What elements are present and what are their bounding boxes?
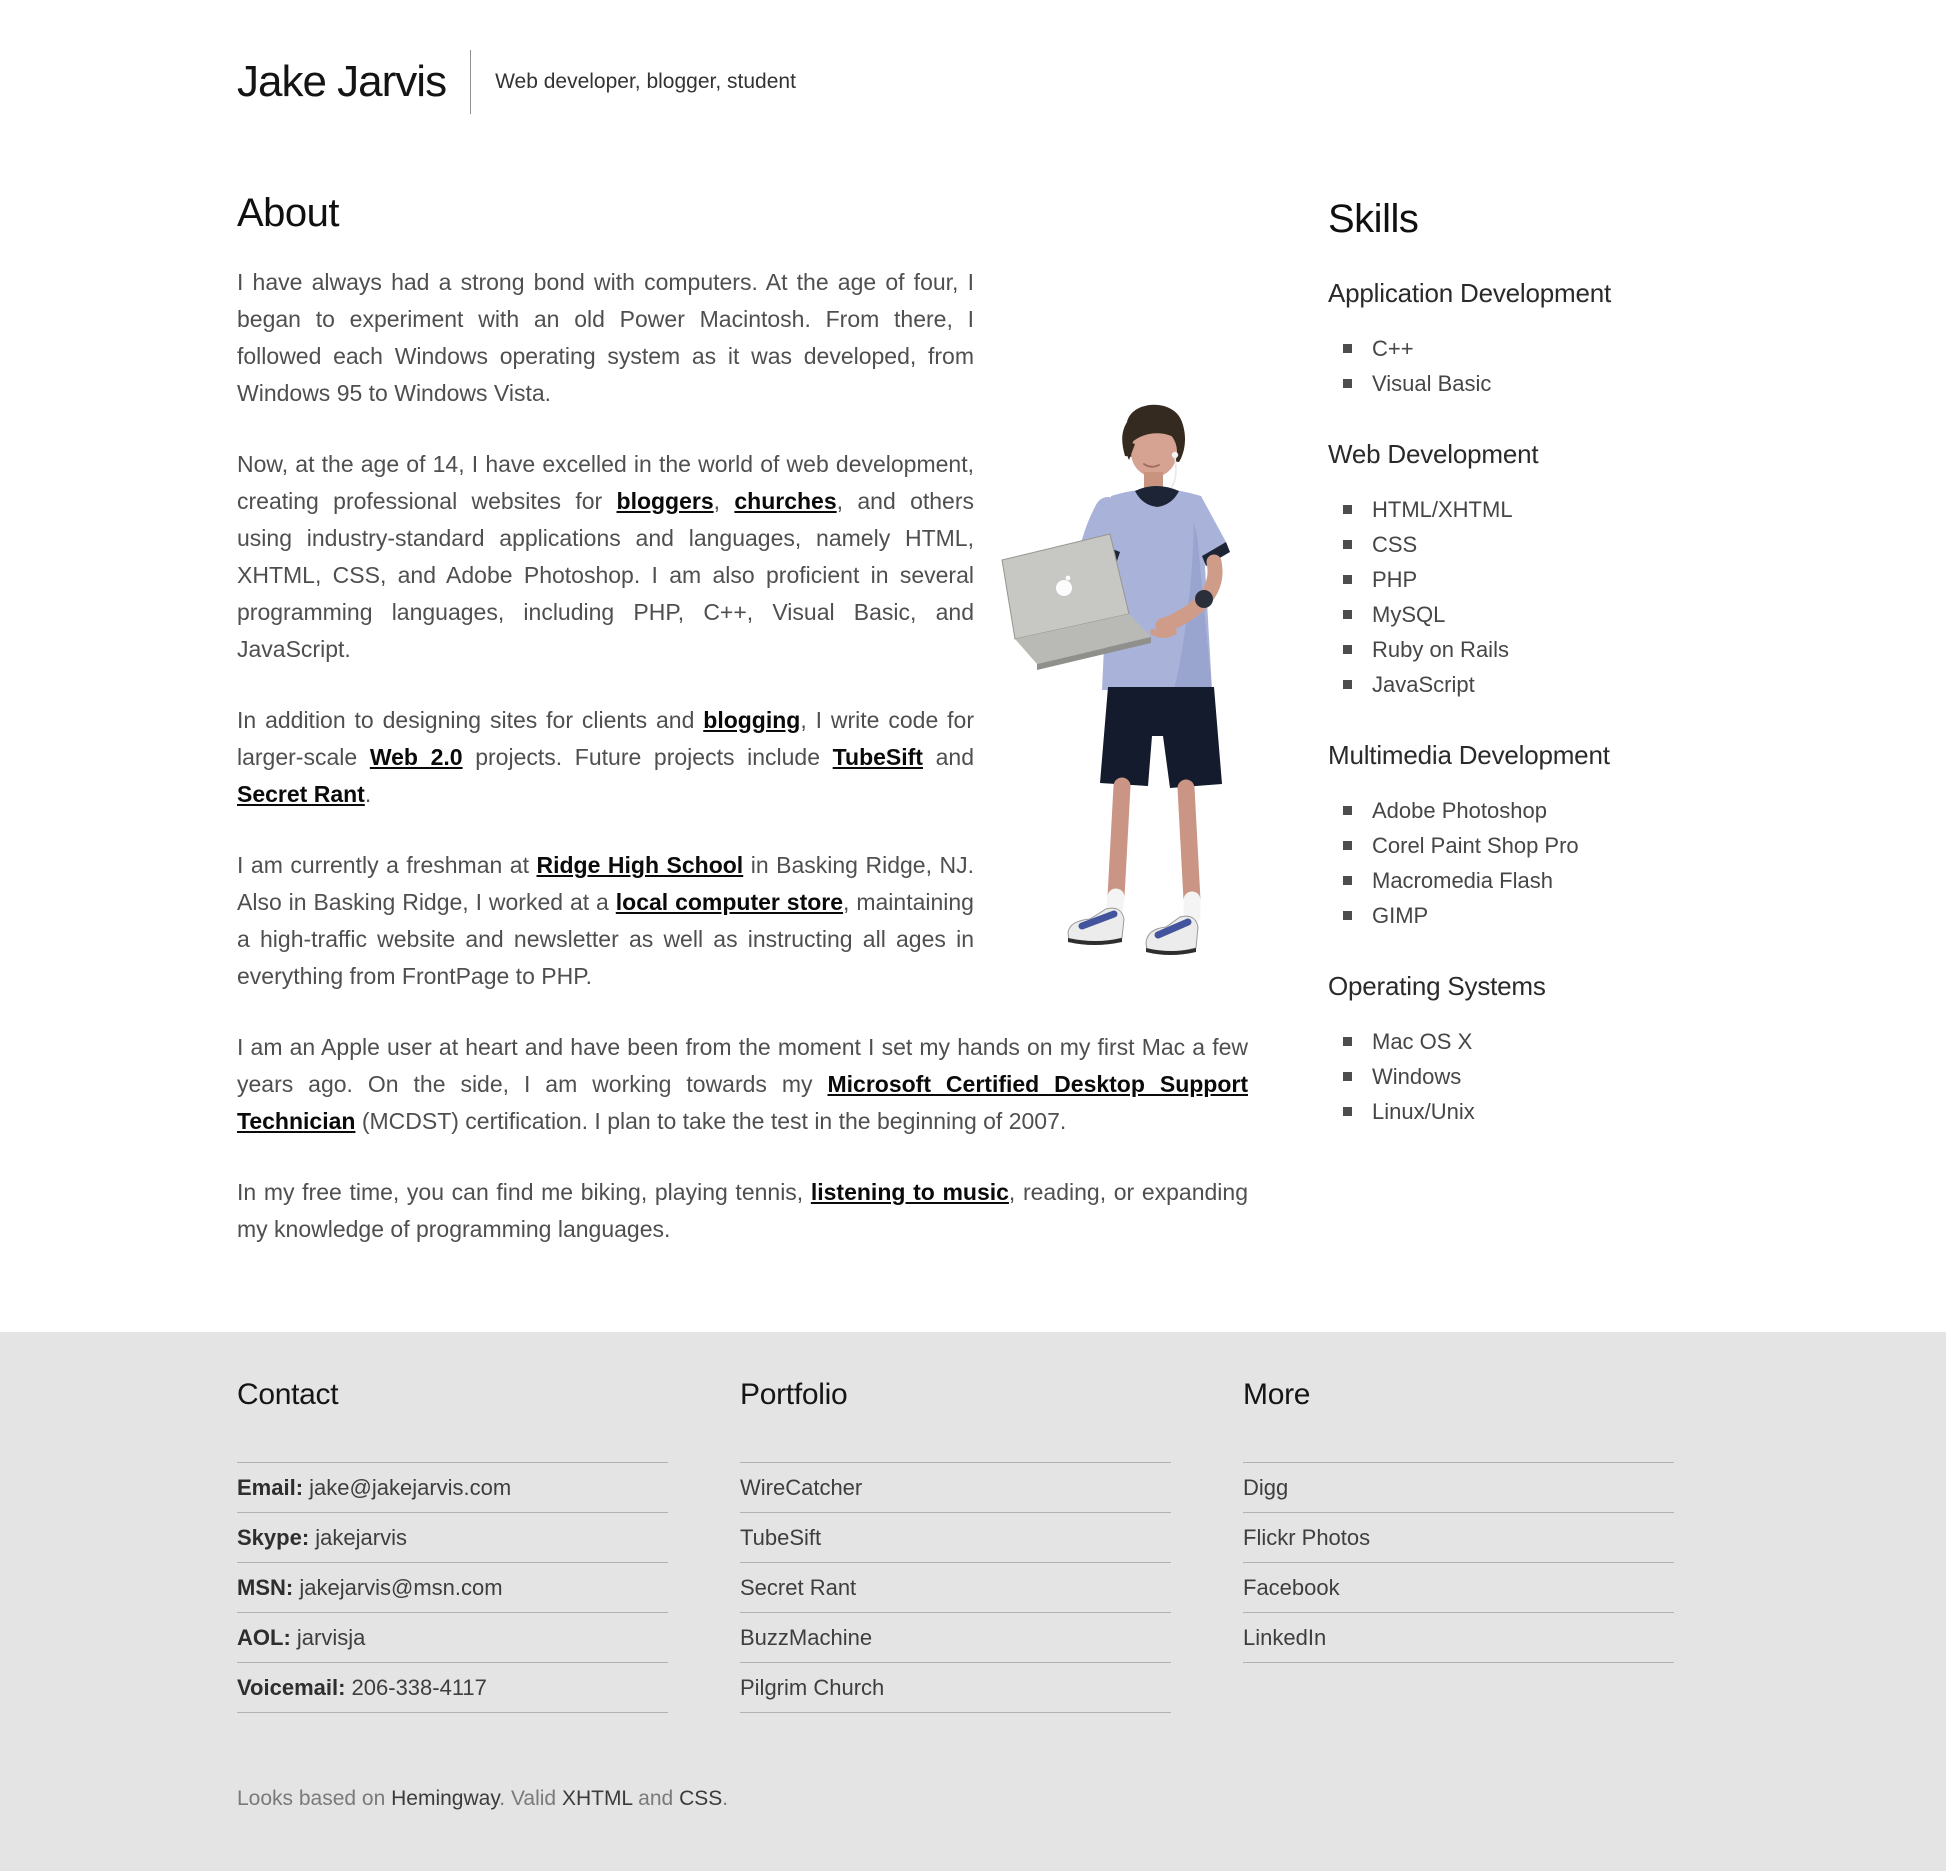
- about-paragraph: I am currently a freshman at Ridge High School in Basking Ridge, NJ. Also in Basking Ridge, I worked at a local computer store, maintaining a high-traffic website and newsletter as well as instructing all ages in everything from FrontPage to PHP.: [237, 852, 974, 989]
- text-link[interactable]: churches: [734, 488, 837, 514]
- header-divider: [470, 50, 471, 114]
- skills-group-heading: Multimedia Development: [1328, 740, 1610, 770]
- footer-link-row: [740, 1462, 1171, 1512]
- about-paragraph: In addition to designing sites for clients and blogging, I write code for larger-scale Web 2.0 projects. Future projects include TubeSift and Secret Rant.: [237, 707, 974, 807]
- footer-credit: Looks based on Hemingway. Valid XHTML and CSS.: [237, 1787, 729, 1810]
- site-title: Jake Jarvis: [237, 56, 447, 106]
- skill-item: Adobe Photoshop: [1328, 793, 1646, 828]
- skill-item: Windows: [1328, 1059, 1646, 1094]
- skill-item: PHP: [1328, 562, 1646, 597]
- skill-item: Macromedia Flash: [1328, 863, 1646, 898]
- skill-item: HTML/XHTML: [1328, 492, 1646, 527]
- text-link[interactable]: listening to music: [810, 1179, 1009, 1205]
- skills-list: [1328, 1024, 1646, 1129]
- footer-link-row: [1243, 1562, 1674, 1612]
- footer-column-portfolio: [740, 1378, 1171, 1713]
- skill-item: MySQL: [1328, 597, 1646, 632]
- site-header: [0, 0, 1946, 114]
- text-link[interactable]: blogging: [703, 707, 801, 733]
- footer-link[interactable]: Secret Rant: [740, 1575, 857, 1600]
- footer-link[interactable]: Facebook: [1243, 1575, 1340, 1600]
- about-paragraph: In my free time, you can find me biking, playing tennis, listening to music, reading, or expanding my knowledge of programming languages.: [237, 1179, 1248, 1242]
- text-link[interactable]: Ridge High School: [536, 852, 744, 878]
- contact-row: MSN: jakejarvis@msn.com: [237, 1562, 668, 1612]
- footer-link[interactable]: Flickr Photos: [1243, 1525, 1371, 1550]
- skills-list: [1328, 331, 1646, 401]
- footer-column-heading: Portfolio: [740, 1378, 848, 1411]
- skill-item: Linux/Unix: [1328, 1094, 1646, 1129]
- skills-list: [1328, 492, 1646, 702]
- skill-item: Mac OS X: [1328, 1024, 1646, 1059]
- main-content: [237, 192, 1946, 1248]
- text-link[interactable]: TubeSift: [832, 744, 923, 770]
- skill-item: Corel Paint Shop Pro: [1328, 828, 1646, 863]
- contact-row: Voicemail: 206-338-4117: [237, 1662, 668, 1713]
- footer-link-row: [740, 1562, 1171, 1612]
- photo-jake-with-laptop: [998, 392, 1248, 957]
- skills-group-heading: Application Development: [1328, 278, 1612, 308]
- footer-columns: [237, 1378, 1674, 1713]
- footer-rows: [740, 1462, 1171, 1713]
- credit-link[interactable]: CSS: [679, 1787, 723, 1810]
- text-link[interactable]: Secret Rant: [237, 781, 365, 807]
- skills-group-heading: Operating Systems: [1328, 971, 1546, 1001]
- contact-label: MSN:: [237, 1575, 294, 1600]
- skills-groups: [1328, 278, 1646, 1129]
- text-link[interactable]: bloggers: [616, 488, 714, 514]
- footer-rows: [1243, 1462, 1674, 1663]
- contact-row: Email: jake@jakejarvis.com: [237, 1462, 668, 1512]
- skills-sidebar: [1328, 192, 1646, 1129]
- footer-link-row: [1243, 1512, 1674, 1562]
- footer-link[interactable]: Pilgrim Church: [740, 1675, 885, 1700]
- footer-column-contact: [237, 1378, 668, 1713]
- footer-column-heading: More: [1243, 1378, 1311, 1411]
- contact-label: AOL:: [237, 1625, 291, 1650]
- page-footer: [0, 1332, 1946, 1871]
- about-paragraph: Now, at the age of 14, I have excelled in the world of web development, creating professional websites for bloggers, churches, and others using industry-standard applications and languages, namely HTML, XHTML, CSS, and Adobe Photoshop. I am also proficient in several programming languages, including PHP, C++, Visual Basic, and JavaScript.: [237, 451, 975, 662]
- footer-link[interactable]: TubeSift: [740, 1525, 822, 1550]
- skill-item: CSS: [1328, 527, 1646, 562]
- footer-rows: [237, 1462, 668, 1713]
- about-paragraph: I have always had a strong bond with computers. At the age of four, I began to experiment with an old Power Macintosh. From there, I followed each Windows operating system as it was developed, from Windows 95 to Windows Vista.: [237, 269, 974, 406]
- footer-link[interactable]: BuzzMachine: [740, 1625, 873, 1650]
- footer-link[interactable]: Digg: [1243, 1475, 1289, 1500]
- footer-link-row: [1243, 1462, 1674, 1512]
- skills-list: [1328, 793, 1646, 933]
- text-link[interactable]: local computer store: [615, 889, 844, 915]
- skill-item: GIMP: [1328, 898, 1646, 933]
- contact-label: Skype:: [237, 1525, 310, 1550]
- skill-item: Visual Basic: [1328, 366, 1646, 401]
- skill-item: Ruby on Rails: [1328, 632, 1646, 667]
- contact-row: Skype: jakejarvis: [237, 1512, 668, 1562]
- site-tagline: Web developer, blogger, student: [495, 70, 796, 93]
- footer-link-row: [1243, 1612, 1674, 1663]
- footer-link-row: [740, 1612, 1171, 1662]
- text-link[interactable]: Microsoft Certified Desktop Support Technician: [237, 1071, 1248, 1134]
- about-paragraph: I am an Apple user at heart and have been from the moment I set my hands on my first Mac a few years ago. On the side, I am working towards my Microsoft Certified Desktop Support Technician (MCDST) certification. I plan to take the test in the beginning of 2007.: [237, 1034, 1248, 1134]
- footer-link[interactable]: WireCatcher: [740, 1475, 863, 1500]
- skill-item: JavaScript: [1328, 667, 1646, 702]
- footer-column-more: [1243, 1378, 1674, 1713]
- about-section: [237, 192, 1248, 1248]
- credit-link[interactable]: Hemingway: [391, 1787, 500, 1810]
- footer-link-row: [740, 1512, 1171, 1562]
- skills-heading: Skills: [1328, 197, 1419, 241]
- contact-label: Email:: [237, 1475, 304, 1500]
- credit-link[interactable]: XHTML: [561, 1787, 633, 1810]
- skills-group-heading: Web Development: [1328, 439, 1539, 469]
- text-link[interactable]: Web 2.0: [369, 744, 463, 770]
- about-heading: About: [237, 191, 340, 235]
- footer-link-row: [740, 1662, 1171, 1713]
- contact-row: AOL: jarvisja: [237, 1612, 668, 1662]
- contact-label: Voicemail:: [237, 1675, 346, 1700]
- skill-item: C++: [1328, 331, 1646, 366]
- footer-link[interactable]: LinkedIn: [1243, 1625, 1327, 1650]
- footer-column-heading: Contact: [237, 1378, 339, 1411]
- person-with-laptop-illustration: [998, 392, 1248, 957]
